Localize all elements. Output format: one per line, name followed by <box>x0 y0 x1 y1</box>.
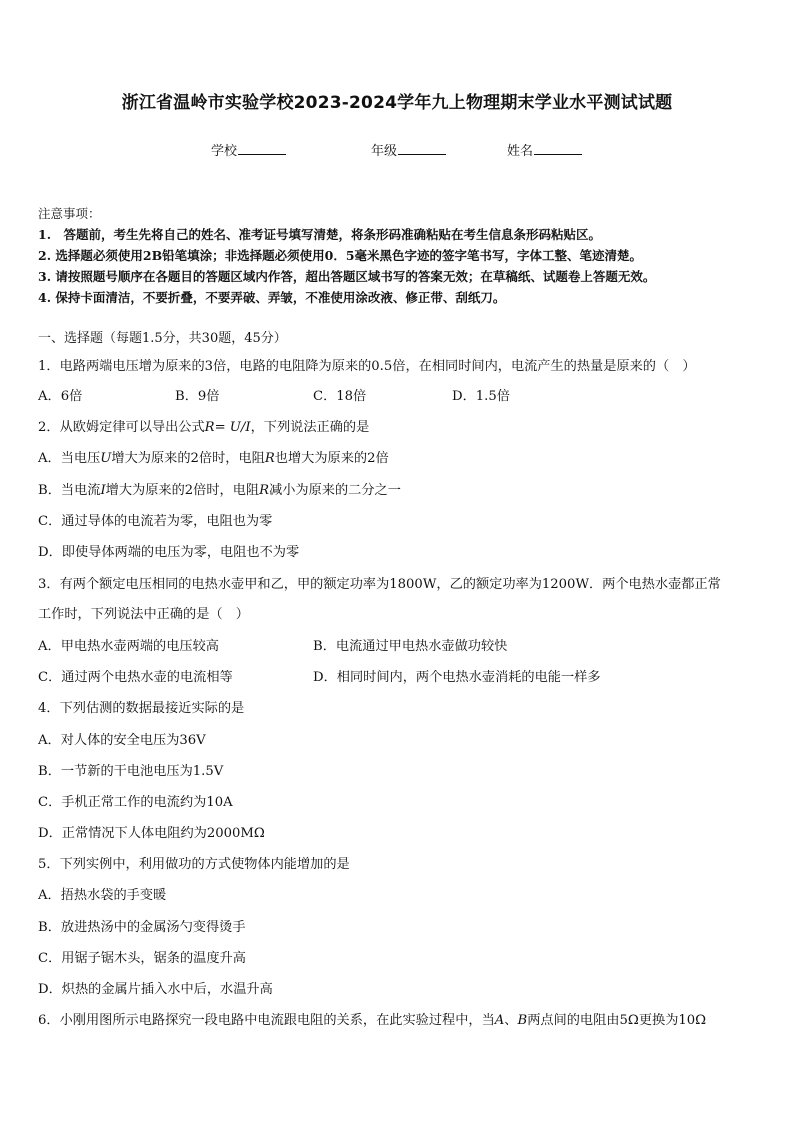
question-2-stem <box>38 416 369 435</box>
notes-block <box>38 203 655 308</box>
grade-field[interactable] <box>371 140 446 159</box>
q2-a-var-u: U <box>100 451 112 466</box>
school-field[interactable] <box>211 140 286 159</box>
q5-option-c[interactable]: C．用锯子锯木头，锯条的温度升高 <box>38 951 246 966</box>
q2-a-text-mid: 增大为原来的2倍时，电阻 <box>111 451 265 466</box>
question-5-stem: 5．下列实例中，利用做功的方式使物体内能增加的是 <box>38 857 350 872</box>
q1-option-a[interactable]: A．6倍 <box>38 389 83 404</box>
name-field[interactable] <box>507 140 582 159</box>
q6-separator: 、 <box>504 1013 518 1028</box>
q6-stem-text: 6．小刚用图所示电路探究一段电路中电流跟电阻的关系，在此实验过程中，当 <box>38 1013 495 1028</box>
q2-option-d[interactable]: D．即使导体两端的电压为零，电阻也不为零 <box>38 545 300 560</box>
q2-option-c[interactable]: C．通过导体的电流若为零，电阻也为零 <box>38 514 273 529</box>
q3-option-a[interactable]: A．甲电热水壶两端的电压较高 <box>38 639 219 654</box>
q2-b-text-mid: 增大为原来的2倍时，电阻 <box>105 483 260 498</box>
q2-b-var-i: I <box>100 483 106 498</box>
q4-option-b[interactable]: B．一节新的干电池电压为1.5V <box>38 764 224 779</box>
q5-option-a[interactable]: A．捂热水袋的手变暖 <box>38 888 167 903</box>
page-title: 浙江省温岭市实验学校2023-2024学年九上物理期末学业水平测试试题 <box>121 93 673 113</box>
q2-formula: R= U/I <box>204 420 251 435</box>
q2-b-text: B．当电流 <box>38 483 101 498</box>
q4-option-c[interactable]: C．手机正常工作的电流约为10A <box>38 795 233 810</box>
section-title: 一、选择题（每题1.5分，共30题，45分） <box>38 331 287 346</box>
question-3-stem-line1: 3．有两个额定电压相同的电热水壶甲和乙，甲的额定功率为1800W，乙的额定功率为1200W．两个电热水壶都正常 <box>38 577 721 592</box>
q5-option-d[interactable]: D．炽热的金属片插入水中后，水温升高 <box>38 982 273 997</box>
question-3-stem-line2: 工作时，下列说法中正确的是（ ） <box>38 607 249 622</box>
q6-var-a: A <box>494 1013 505 1028</box>
q1-option-c[interactable]: C．18倍 <box>313 389 367 404</box>
q3-option-b[interactable]: B．电流通过甲电热水壶做功较快 <box>313 639 508 654</box>
notes-item: 3. 请按照题号顺序在各题目的答题区域内作答，超出答题区域书写的答案无效；在草稿纸、试题卷上答题无效。 <box>38 269 656 284</box>
q2-b-var-r: R <box>259 483 270 498</box>
q1-option-b[interactable]: B．9倍 <box>175 389 220 404</box>
question-1-stem: 1．电路两端电压增为原来的3倍，电路的电阻降为原来的0.5倍，在相同时间内，电流产生的热量是原来的（ ） <box>38 359 696 374</box>
q3-option-c[interactable]: C．通过两个电热水壶的电流相等 <box>38 670 233 685</box>
notes-item: 1. 答题前，考生先将自己的姓名、准考证号填写清楚，将条形码准确粘贴在考生信息条形码粘贴区。 <box>38 227 602 242</box>
notes-heading: 注意事项： <box>38 206 101 221</box>
grade-blank[interactable] <box>398 142 446 155</box>
name-blank[interactable] <box>534 142 582 155</box>
school-label: 学校 <box>211 144 238 159</box>
school-blank[interactable] <box>238 142 286 155</box>
question-6-stem <box>38 1009 706 1028</box>
grade-label: 年级 <box>371 144 398 159</box>
q4-option-d[interactable]: D．正常情况下人体电阻约为2000MΩ <box>38 826 265 841</box>
q6-var-b: B <box>517 1013 528 1028</box>
question-4-stem: 4．下列估测的数据最接近实际的是 <box>38 701 245 716</box>
q1-option-d[interactable]: D．1.5倍 <box>452 389 510 404</box>
q6-stem-text-end: 两点间的电阻由5Ω更换为10Ω <box>527 1013 707 1028</box>
q2-a-text: A．当电压 <box>38 451 101 466</box>
q2-b-text-end: 减小为原来的二分之一 <box>269 483 401 498</box>
q2-option-a[interactable] <box>38 447 389 466</box>
q2-stem-text-end: ，下列说法正确的是 <box>250 420 370 435</box>
q2-option-b[interactable] <box>38 479 401 498</box>
name-label: 姓名 <box>507 144 534 159</box>
notes-item: 2. 选择题必须使用2B铅笔填涂；非选择题必须使用0．5毫米黑色字迹的签字笔书写，字体工整、笔迹清楚。 <box>38 248 643 263</box>
q4-option-a[interactable]: A．对人体的安全电压为36V <box>38 733 206 748</box>
notes-item: 4. 保持卡面清洁，不要折叠，不要弄破、弄皱，不准使用涂改液、修正带、刮纸刀。 <box>38 290 506 305</box>
q2-stem-text: 2．从欧姆定律可以导出公式 <box>38 420 205 435</box>
q5-option-b[interactable]: B．放进热汤中的金属汤勺变得烫手 <box>38 920 246 935</box>
q2-a-text-end: 也增大为原来的2倍 <box>274 451 389 466</box>
q2-a-var-r: R <box>264 451 275 466</box>
q3-option-d[interactable]: D．相同时间内，两个电热水壶消耗的电能一样多 <box>313 670 601 685</box>
